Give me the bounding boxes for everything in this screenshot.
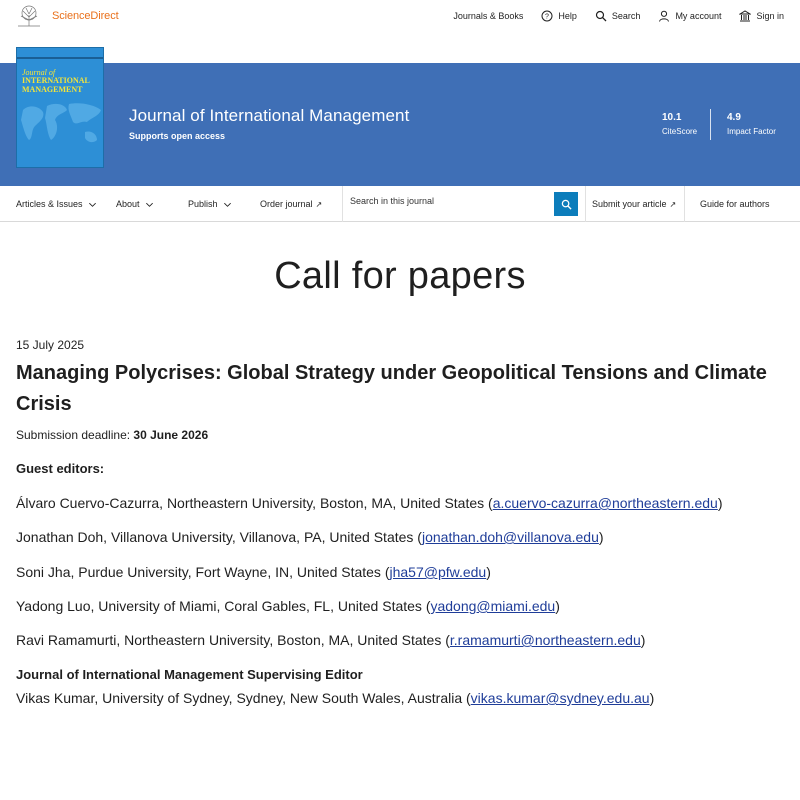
editor-affiliation: Vikas Kumar, University of Sydney, Sydney, New South Wales, Australia ( <box>16 690 471 706</box>
chevron-down-icon <box>88 200 97 209</box>
impact-factor-label: Impact Factor <box>727 127 776 136</box>
editor-email-link[interactable]: jonathan.doh@villanova.edu <box>421 529 599 545</box>
search-icon <box>595 10 607 22</box>
citescore-label: CiteScore <box>662 127 698 136</box>
close-paren: ) <box>640 632 646 648</box>
page-heading: Call for papers <box>274 255 526 297</box>
editor-affiliation: Ravi Ramamurti, Northeastern University, Boston, MA, United States ( <box>16 632 450 648</box>
journals-books-link[interactable] <box>453 11 523 21</box>
editor-email-link[interactable]: jha57@pfw.edu <box>389 564 487 580</box>
supervising-editor-heading: Journal of International Management Supervising Editor <box>16 667 363 682</box>
deadline-label: Submission deadline: <box>16 428 134 442</box>
order-journal-label: Order journal <box>260 199 313 209</box>
supervising-editor-item <box>16 690 654 706</box>
nav-divider <box>585 186 586 222</box>
cover-top-band <box>17 57 104 59</box>
submission-deadline <box>16 428 208 442</box>
search-submit-button[interactable] <box>554 192 578 216</box>
svg-text:?: ? <box>545 13 550 21</box>
journal-cover-image[interactable] <box>16 47 104 168</box>
guest-editor-item <box>16 495 722 511</box>
articles-issues-label: Articles & Issues <box>16 199 83 209</box>
external-link-icon: ↗ <box>669 199 677 209</box>
world-map-graphic <box>17 96 104 156</box>
deadline-date: 30 June 2026 <box>133 428 209 442</box>
submit-article-label: Submit your article <box>592 199 667 209</box>
editor-affiliation: Jonathan Doh, Villanova University, Villanova, PA, United States ( <box>16 529 422 545</box>
about-label: About <box>116 199 140 209</box>
guest-editor-item <box>16 529 604 545</box>
guest-editors-heading: Guest editors: <box>16 461 105 476</box>
call-title: Managing Polycrises: Global Strategy under Geopolitical Tensions and Climate Crisis <box>16 362 767 415</box>
articles-issues-menu[interactable] <box>16 199 97 209</box>
guest-editor-item <box>16 632 645 648</box>
impact-factor-value: 4.9 <box>727 112 741 123</box>
editor-email-link[interactable]: vikas.kumar@sydney.edu.au <box>470 690 650 706</box>
chevron-down-icon <box>145 200 154 209</box>
about-menu[interactable] <box>116 199 154 209</box>
nav-divider <box>342 186 343 222</box>
search-link[interactable] <box>595 10 641 22</box>
editor-affiliation: Álvaro Cuervo-Cazurra, Northeastern University, Boston, MA, United States ( <box>16 495 493 511</box>
guide-for-authors-label: Guide for authors <box>700 199 770 209</box>
sign-in-label: Sign in <box>756 11 784 21</box>
submit-article-link[interactable] <box>592 199 676 209</box>
citescore-metric[interactable] <box>662 112 697 136</box>
open-access-label: Supports open access <box>129 131 226 141</box>
brand-name: ScienceDirect <box>52 10 119 22</box>
journal-nav-bar <box>0 186 800 222</box>
guest-editor-item <box>16 564 491 580</box>
nav-divider <box>684 186 685 222</box>
impact-factor-metric[interactable] <box>727 112 776 136</box>
close-paren: ) <box>649 690 655 706</box>
help-circle-icon <box>541 10 553 22</box>
editor-email-link[interactable]: a.cuervo-cazurra@northeastern.edu <box>492 495 718 511</box>
metric-divider <box>710 109 711 140</box>
help-label: Help <box>558 11 577 21</box>
cover-title-line2: INTERNATIONAL MANAGEMENT <box>22 76 90 94</box>
search-label: Search <box>611 11 641 21</box>
close-paren: ) <box>555 598 560 614</box>
editor-affiliation: Soni Jha, Purdue University, Fort Wayne, IN, United States ( <box>16 564 390 580</box>
journal-title[interactable]: Journal of International Management <box>129 106 410 125</box>
publish-date: 15 July 2025 <box>16 338 85 352</box>
help-link[interactable] <box>541 10 577 22</box>
external-link-icon: ↗ <box>315 199 323 209</box>
sciencedirect-logo[interactable] <box>16 5 119 27</box>
search-icon <box>561 199 572 210</box>
cover-title-line1: Journal of <box>22 68 56 77</box>
publish-label: Publish <box>188 199 218 209</box>
sign-in-link[interactable] <box>739 10 784 22</box>
person-icon <box>658 10 670 22</box>
journals-books-label: Journals & Books <box>453 11 524 21</box>
order-journal-link[interactable] <box>260 199 322 209</box>
citescore-value: 10.1 <box>662 112 682 123</box>
chevron-down-icon <box>223 200 232 209</box>
editor-email-link[interactable]: yadong@miami.edu <box>430 598 556 614</box>
guest-editor-item <box>16 598 560 614</box>
institution-icon <box>739 10 751 22</box>
close-paren: ) <box>486 564 491 580</box>
journal-search-input[interactable] <box>350 196 550 206</box>
journal-search-box <box>344 186 576 222</box>
top-bar <box>0 0 800 40</box>
my-account-link[interactable] <box>658 10 721 22</box>
publish-menu[interactable] <box>188 199 232 209</box>
editor-email-link[interactable]: r.ramamurti@northeastern.edu <box>449 632 641 648</box>
my-account-label: My account <box>675 11 722 21</box>
guide-for-authors-link[interactable] <box>700 199 770 209</box>
editor-affiliation: Yadong Luo, University of Miami, Coral Gables, FL, United States ( <box>16 598 431 614</box>
close-paren: ) <box>717 495 723 511</box>
close-paren: ) <box>598 529 604 545</box>
top-nav <box>453 10 784 22</box>
elsevier-tree-icon <box>16 5 42 27</box>
